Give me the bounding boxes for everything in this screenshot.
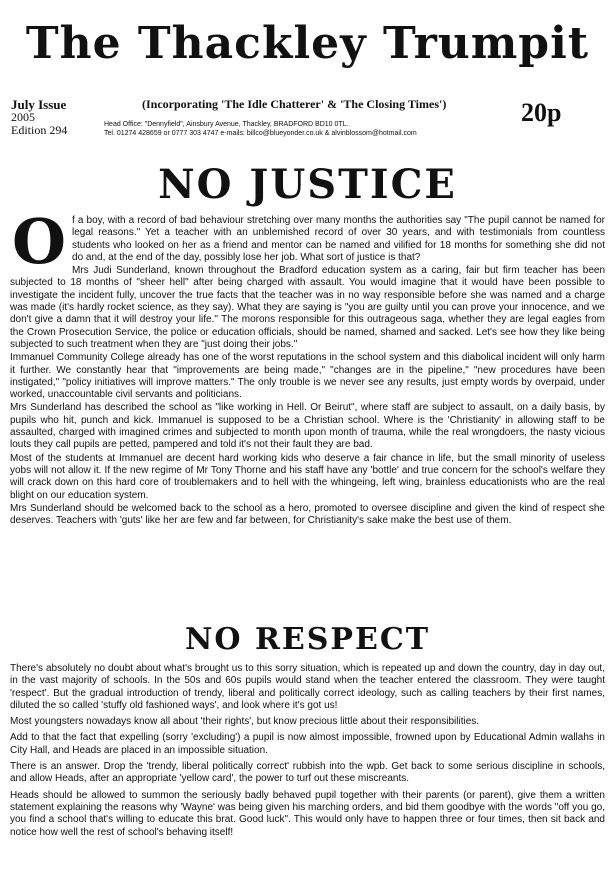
article-no-justice bbox=[10, 205, 605, 528]
address-block bbox=[104, 120, 417, 138]
headline-no-respect: NO RESPECT bbox=[184, 622, 431, 657]
headline-no-justice: NO JUSTICE bbox=[158, 161, 457, 208]
price-label: 20p bbox=[521, 98, 562, 127]
article-paragraph: Mrs Judi Sunderland, known throughout the Bradford education system as a caring, fair but firm teacher has been subjected to 18 months of "sheer hell" after being charged with assault. You would imagine that it would have been possible to investigate the incident fully, uncover the true facts that the teacher was in no way responsible before she was named and a charge was made (it's hardly rocket science, as they say). What they are saying is "you are guilty until you can prove your innocence, and we don't give a damn that it will destroy your life." The morons responsible for this outrageous saga, whether they are legal eagles from the Crown Prosecution Service, the police or education officials, should be named, shamed and sacked. Let's see how they like being subjected to such treatment when they are "just doing their jobs." bbox=[10, 265, 605, 350]
issue-edition: Edition 294 bbox=[11, 123, 68, 137]
address-line: Head Office: "Dennyfield", Ainsbury Avenue, Thackley, BRADFORD BD10 0TL. bbox=[104, 121, 349, 128]
article-paragraph: Mrs Sunderland has described the school as "like working in Hell. Or Beirut", where staff are subject to assault, on a daily basis, by pupils who hit, punch and kick. Immanuel is supposed to be a Christian school. Where is the 'Christianity' in allowing staff to be assaulted, charged with imagined crimes and subjected to month upon month of trauma, while the real wrongdoers, the nasty vicious louts they call pupils are petted, pampered and told it's not their fault they are bad. bbox=[10, 402, 605, 451]
contact-line: Tel. 01274 428659 or 0777 303 4747 e-mails: billco@blueyonder.co.uk & alvinblossom@hotmail.com bbox=[104, 130, 417, 137]
article-paragraph: Most of the students at Immanuel are decent hard working kids who deserve a fair chance in life, but the small minority of useless yobs will not allow it. If the new regime of Mr Tony Thorne and his staff have any 'bottle' and true concern for the school's welfare they will crack down on this hard core of troublemakers and to hell with the whingeing, left wing, brainless educationists who are the real blight on our education system. bbox=[10, 452, 605, 501]
issue-year: 2005 bbox=[11, 110, 35, 124]
article-paragraph: Add to that the fact that expelling (sorry 'excluding') a pupil is now almost impossible, frowned upon by Educational Admin wallahs in City Hall, and Heads are placed in an impossible situation. bbox=[10, 732, 605, 756]
article-paragraph: Immanuel Community College already has one of the worst reputations in the school system and this diabolical incident will only harm it further. We constantly hear that "improvements are being made," "changes are in the pipeline," "new procedures have been instigated," "policy initiatives will improve matters." The only trouble is we never see any results, just empty words by overpaid, under worked, unaccountable civil servants and politicians. bbox=[10, 352, 605, 401]
incorporating-line: (Incorporating 'The Idle Chatterer' & 'The Closing Times') bbox=[142, 97, 447, 111]
article-paragraph: Mrs Sunderland should be welcomed back to the school as a hero, promoted to oversee discipline and given the kind of respect she deserves. Teachers with 'guts' like her are few and far between, for Christianity's sake make the best use of them. bbox=[10, 502, 605, 527]
article-paragraph: Heads should be allowed to summon the seriously badly behaved pupil together with their parents (or parent), give them a written statement explaining the reasons why 'Wayne' was being given his marching orders, and bid them goodbye with the words "off you go, you find a school that's willing to educate this brat. Good luck". This would only have to happen three or four times, then sit back and notice how well the rest of school's behaving itself! bbox=[10, 789, 605, 838]
article-paragraph: There is an answer. Drop the 'trendy, liberal politically correct' rubbish into the wpb. Get back to some serious discipline in schools, and allow Heads, after an appropriate 'yellow card', the power to turf out these miscreants. bbox=[10, 761, 605, 785]
article-no-respect bbox=[10, 663, 605, 843]
issue-info bbox=[11, 98, 67, 137]
article-paragraph: Of a boy, with a record of bad behaviour stretching over many months the authorities say "The pupil cannot be named for legal reasons." Yet a teacher with an unblemished record of over 30 years, and with testimonials from countless students who looked on her as a friend and mentor can be named and vilified for 18 months for something she did not do and, at the end of the day, possibly lose her job. What sort of justice is that? bbox=[12, 205, 605, 278]
article-paragraph: Most youngsters nowadays know all about 'their rights', but know precious little about their responsibilities. bbox=[10, 716, 480, 728]
issue-month: July Issue bbox=[11, 97, 67, 112]
masthead-title: The Thackley Trumpit bbox=[25, 18, 590, 69]
drop-cap: O bbox=[12, 205, 67, 278]
article-paragraph: There's absolutely no doubt about what's brought us to this sorry situation, which is repeated up and down the country, day in day out, in the vast majority of schools. In the 50s and 60s pupils would stand when the teacher entered the classroom. They were taught 'respect'. But the gradual introduction of trendy, liberal and politically correct ideology, such as calling teachers by their first names, diluted the so called 'stuffy old fashioned ways', and look where it's got us! bbox=[10, 663, 605, 711]
